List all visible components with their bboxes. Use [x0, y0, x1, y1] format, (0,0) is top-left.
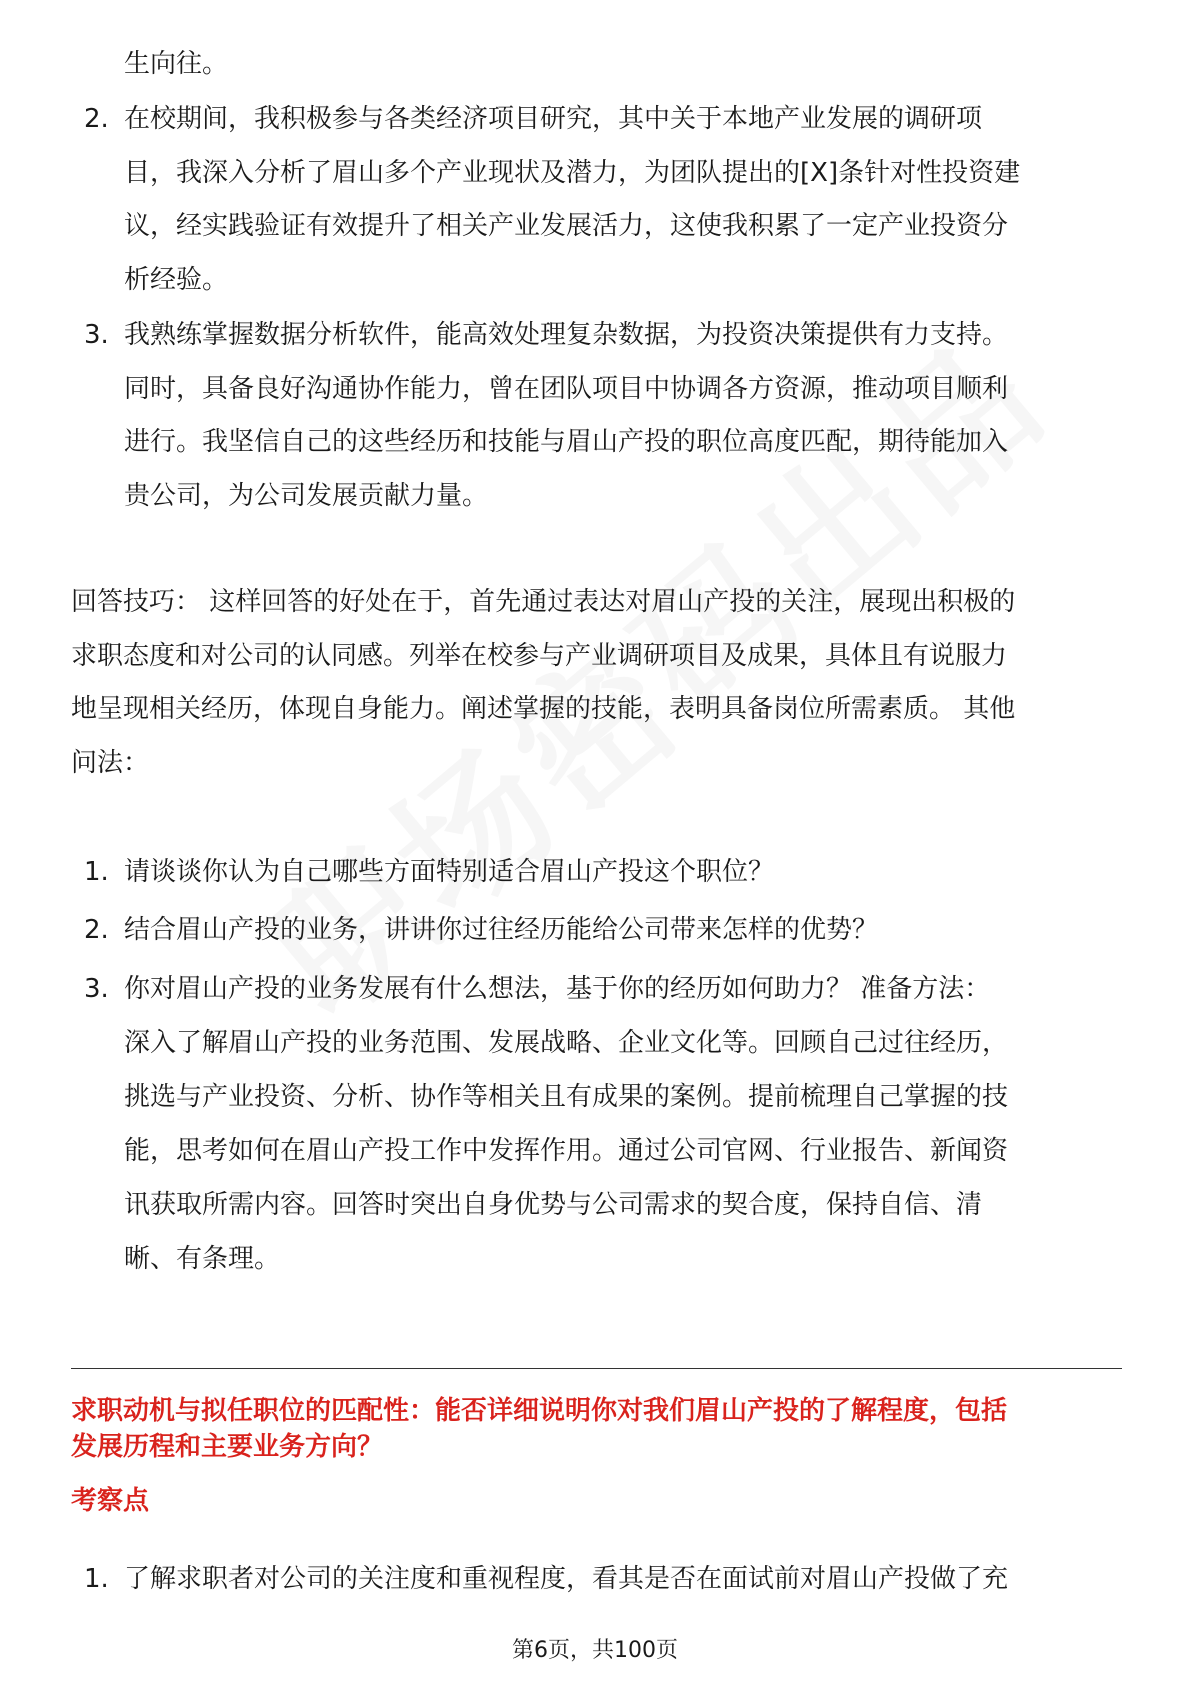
list-item-line: 了解求职者对公司的关注度和重视程度，看其是否在面试前对眉山产投做了充 — [124, 1564, 1009, 1594]
list-item-line: 挑选与产业投资、分析、协作等相关且有成果的案例。提前梳理自己掌握的技 — [124, 1082, 1009, 1112]
list-item-line: 析经验。 — [124, 265, 229, 295]
list-item-line: 你对眉山产投的业务发展有什么想法，基于你的经历如何助力？ 准备方法： — [124, 974, 991, 1004]
list-item-line: 晰、有条理。 — [124, 1244, 281, 1274]
list-number: 1. — [84, 857, 109, 887]
list-item-line: 进行。我坚信自己的这些经历和技能与眉山产投的职位高度匹配，期待能加入 — [124, 427, 1009, 457]
paragraph-line: 问法： — [71, 748, 150, 778]
list-number: 3. — [84, 974, 109, 1004]
paragraph-line: 回答技巧： 这样回答的好处在于，首先通过表达对眉山产投的关注，展现出积极的 — [71, 587, 1016, 617]
list-item-line: 深入了解眉山产投的业务范围、发展战略、企业文化等。回顾自己过往经历， — [124, 1028, 1009, 1058]
list-item-line: 请谈谈你认为自己哪些方面特别适合眉山产投这个职位？ — [124, 857, 775, 887]
list-item-line: 讯获取所需内容。回答时突出自身优势与公司需求的契合度，保持自信、清 — [124, 1190, 983, 1220]
list-item-line: 在校期间，我积极参与各类经济项目研究，其中关于本地产业发展的调研项 — [124, 104, 983, 134]
list-number: 3. — [84, 320, 109, 350]
paragraph-line: 地呈现相关经历，体现自身能力。阐述掌握的技能，表明具备岗位所需素质。 其他 — [71, 694, 1016, 724]
paragraph-line: 求职态度和对公司的认同感。列举在校参与产业调研项目及成果，具体且有说服力 — [71, 641, 1008, 671]
section-heading: 考察点 — [71, 1486, 150, 1516]
list-number: 2. — [84, 915, 109, 945]
list-number: 1. — [84, 1564, 109, 1594]
list-item-line: 目，我深入分析了眉山多个产业现状及潜力，为团队提出的[X]条针对性投资建 — [124, 158, 1021, 188]
question-heading-line: 求职动机与拟任职位的匹配性：能否详细说明你对我们眉山产投的了解程度，包括 — [71, 1396, 1008, 1426]
list-item-line: 结合眉山产投的业务，讲讲你过往经历能给公司带来怎样的优势？ — [124, 915, 879, 945]
continued-text: 生向往。 — [124, 49, 229, 79]
list-item-line: 同时，具备良好沟通协作能力，曾在团队项目中协调各方资源，推动项目顺利 — [124, 374, 1009, 404]
list-item-line: 议，经实践验证有效提升了相关产业发展活力，这使我积累了一定产业投资分 — [124, 211, 1009, 241]
section-divider — [71, 1368, 1122, 1369]
page-footer: 第6页，共100页 — [512, 1638, 678, 1663]
question-heading-line: 发展历程和主要业务方向？ — [71, 1432, 384, 1462]
list-item-line: 能，思考如何在眉山产投工作中发挥作用。通过公司官网、行业报告、新闻资 — [124, 1136, 1009, 1166]
list-number: 2. — [84, 104, 109, 134]
list-item-line: 我熟练掌握数据分析软件，能高效处理复杂数据，为投资决策提供有力支持。 — [124, 320, 1009, 350]
list-item-line: 贵公司，为公司发展贡献力量。 — [124, 481, 489, 511]
